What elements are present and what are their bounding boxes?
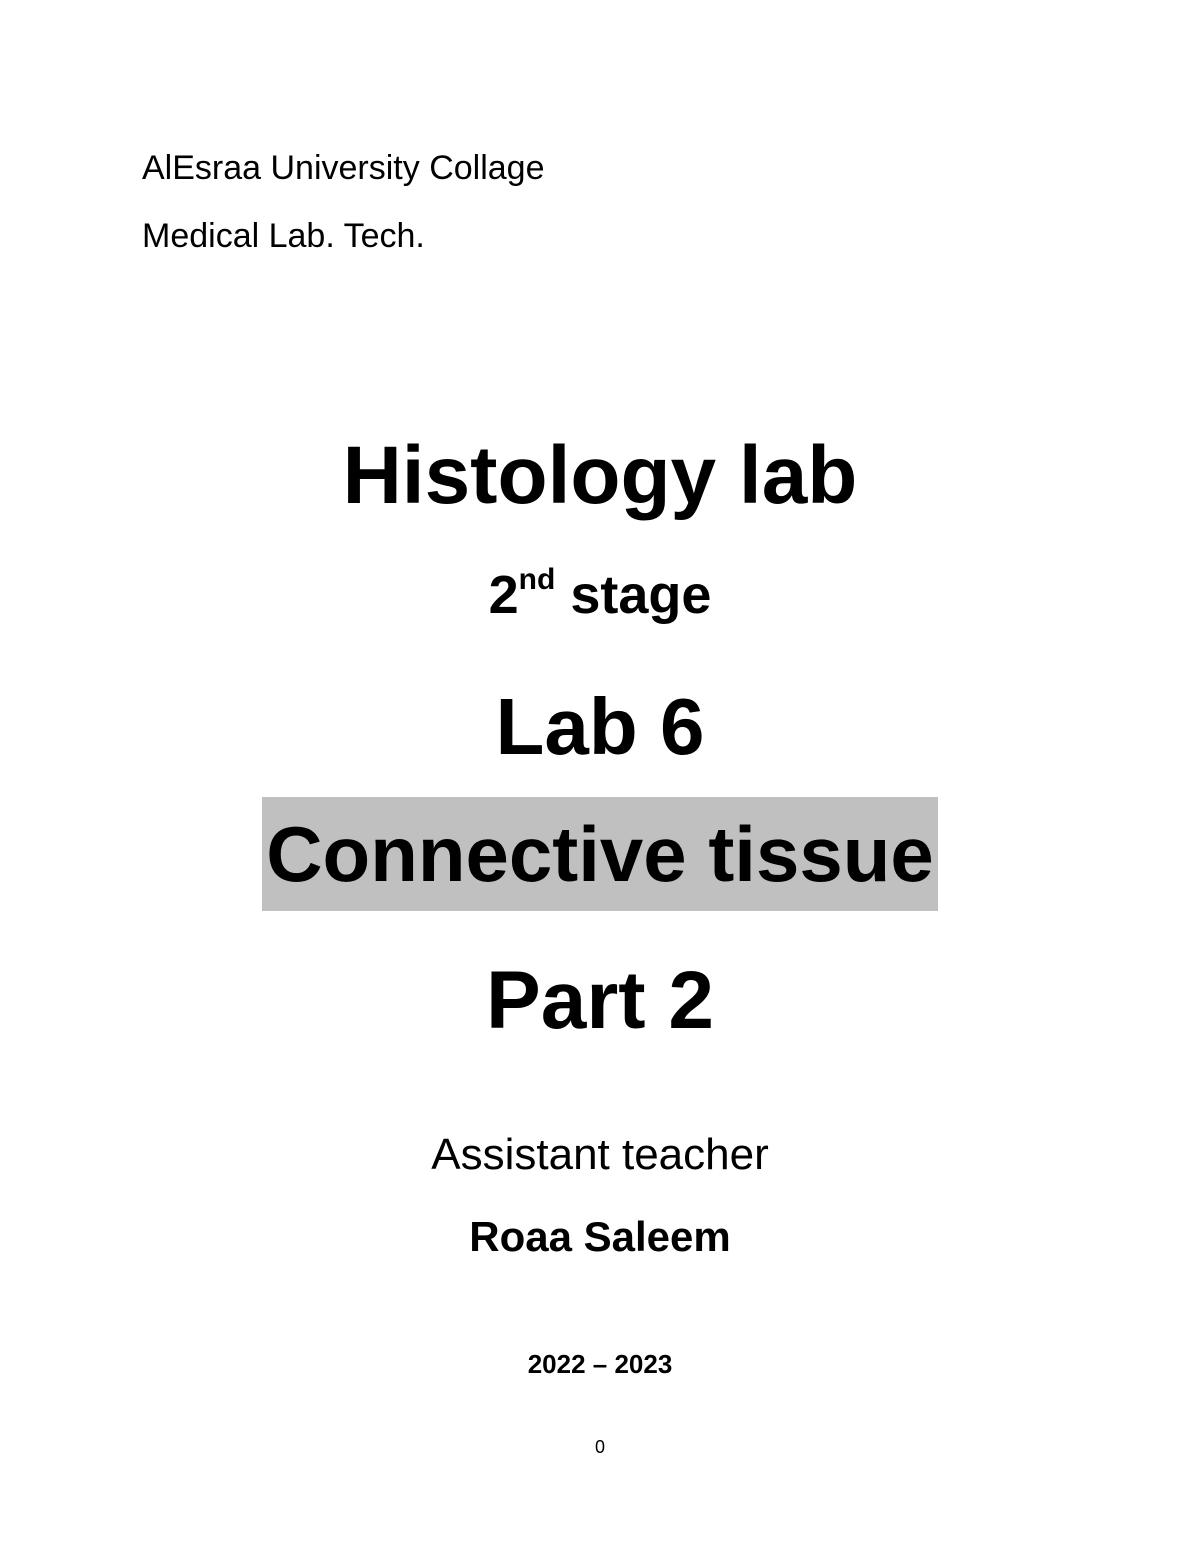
institution-name: AlEsraa University Collage <box>142 149 545 187</box>
teacher-name: Roaa Saleem <box>469 1213 731 1260</box>
topic-line <box>0 797 1200 911</box>
stage-number: 2 <box>488 565 519 625</box>
department-name: Medical Lab. Tech. <box>142 217 425 255</box>
stage-line <box>0 562 1200 628</box>
stage-word: stage <box>570 565 712 625</box>
academic-year: 2022 – 2023 <box>527 1349 673 1379</box>
stage-suffix: nd <box>518 563 556 596</box>
course-title: Histology lab <box>342 430 858 521</box>
part-number: Part 2 <box>486 955 714 1046</box>
teacher-role: Assistant teacher <box>431 1130 769 1179</box>
lab-number: Lab 6 <box>495 682 705 771</box>
page-number: 0 <box>594 1437 605 1457</box>
topic-highlighted-title: Connective tissue <box>262 797 938 911</box>
